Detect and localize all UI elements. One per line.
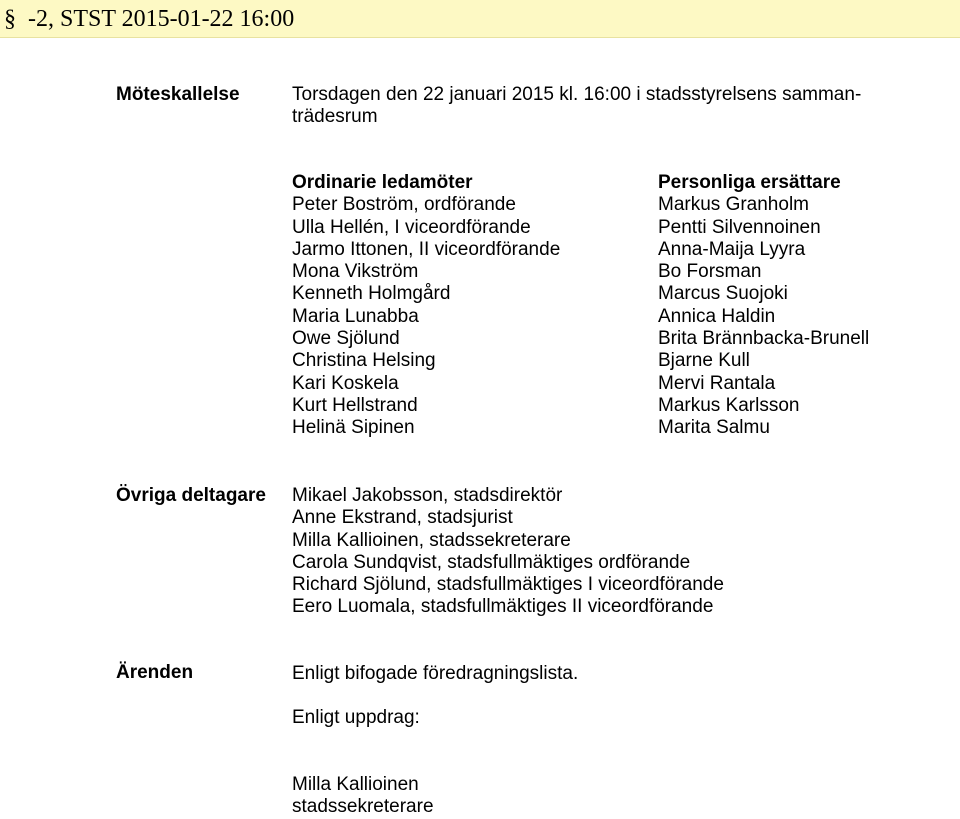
participant-item: Anne Ekstrand, stadsjurist: [292, 507, 513, 529]
member-item: Kenneth Holmgård: [292, 283, 451, 305]
document-reference: -2, STST 2015-01-22 16:00: [28, 6, 295, 32]
participant-item: Eero Luomala, stadsfullmäktiges II viceordförande: [292, 596, 714, 618]
other-participants-list: [292, 485, 724, 619]
signer-name: Milla Kallioinen: [292, 774, 419, 795]
members-heading: Ordinarie ledamöter: [292, 172, 473, 193]
member-item: Kurt Hellstrand: [292, 394, 418, 416]
substitute-item: Marita Salmu: [658, 417, 770, 439]
substitute-item: Anna-Maija Lyyra: [658, 238, 806, 260]
member-item: Jarmo Ittonen, II viceordförande: [292, 238, 561, 260]
substitute-item: Pentti Silvennoinen: [658, 216, 821, 238]
substitute-item: Annica Haldin: [658, 305, 776, 327]
meeting-call-text: [292, 84, 861, 129]
members-list: [292, 172, 560, 440]
substitute-item: Markus Granholm: [658, 194, 809, 216]
other-participants-label: Övriga deltagare: [116, 485, 266, 506]
participant-item: Carola Sundqvist, stadsfullmäktiges ordförande: [292, 551, 691, 573]
substitute-item: Marcus Suojoki: [658, 283, 788, 305]
member-item: Maria Lunabba: [292, 305, 419, 327]
substitutes-list: [658, 172, 869, 440]
signer-title: stadssekreterare: [292, 796, 434, 818]
matters-text: Enligt bifogade föredragningslista.: [292, 663, 579, 684]
meeting-call-line: trädesrum: [292, 106, 378, 128]
member-item: Peter Boström, ordförande: [292, 194, 516, 216]
participant-item: Milla Kallioinen, stadssekreterare: [292, 529, 571, 551]
matters-label: Ärenden: [116, 662, 194, 683]
meeting-call-line: Torsdagen den 22 januari 2015 kl. 16:00 i stadsstyrelsens samman-: [292, 84, 862, 105]
member-item: Helinä Sipinen: [292, 417, 415, 439]
member-item: Mona Vikström: [292, 261, 419, 283]
participant-item: Mikael Jakobsson, stadsdirektör: [292, 485, 563, 506]
member-item: Owe Sjölund: [292, 328, 400, 350]
signature-block: [292, 774, 434, 819]
document-header-banner: [0, 0, 960, 38]
substitute-item: Mervi Rantala: [658, 372, 776, 394]
substitute-item: Bo Forsman: [658, 261, 762, 283]
substitutes-heading: Personliga ersättare: [658, 172, 841, 193]
commission-text: Enligt uppdrag:: [292, 707, 420, 728]
member-item: Christina Helsing: [292, 350, 436, 372]
substitute-item: Brita Brännbacka-Brunell: [658, 328, 870, 350]
section-marker: §: [4, 6, 16, 32]
participant-item: Richard Sjölund, stadsfullmäktiges I viceordförande: [292, 574, 724, 596]
member-item: Ulla Hellén, I viceordförande: [292, 216, 531, 238]
meeting-call-label: Möteskallelse: [116, 84, 240, 105]
substitute-item: Bjarne Kull: [658, 350, 750, 372]
substitute-item: Markus Karlsson: [658, 394, 800, 416]
member-item: Kari Koskela: [292, 372, 399, 394]
